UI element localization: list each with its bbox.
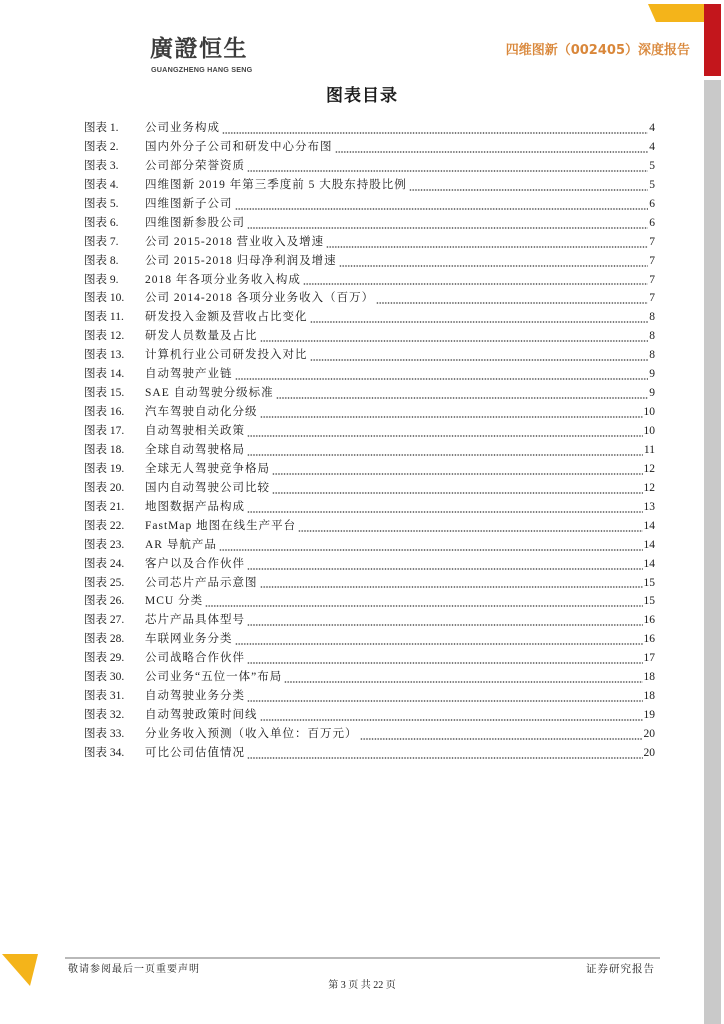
toc-entry-title: FastMap 地图在线生产平台 bbox=[145, 519, 297, 532]
toc-entry-label: 图表 5. bbox=[84, 197, 119, 210]
toc-entry[interactable] bbox=[84, 725, 655, 744]
company-logo-subtitle: GUANGZHENG HANG SENG bbox=[151, 65, 253, 74]
toc-entry[interactable] bbox=[84, 574, 655, 593]
toc-entry-page: 16 bbox=[643, 614, 655, 627]
toc-entry-title: 汽车驾驶自动化分级 bbox=[145, 406, 258, 419]
toc-entry-title: 公司芯片产品示意图 bbox=[145, 576, 258, 589]
toc-entry-title: 国内外分子公司和研发中心分布图 bbox=[145, 140, 333, 153]
toc-entry-page: 20 bbox=[643, 746, 655, 759]
toc-entry[interactable] bbox=[84, 289, 655, 308]
toc-entry-label: 图表 33. bbox=[84, 728, 125, 740]
toc-entry-label: 图表 20. bbox=[84, 481, 125, 494]
toc-dot-leader bbox=[247, 661, 643, 665]
toc-entry-label: 图表 3. bbox=[84, 159, 119, 172]
toc-entry-title: 四维图新 2019 年第三季度前 5 大股东持股比例 bbox=[145, 178, 407, 191]
toc-entry-title: 四维图新参股公司 bbox=[145, 216, 245, 229]
toc-entry-title: 全球无人驾驶竞争格局 bbox=[145, 462, 270, 475]
toc-dot-leader bbox=[219, 548, 643, 552]
toc-entry-title: 自动驾驶产业链 bbox=[145, 368, 233, 381]
toc-entry-page: 11 bbox=[643, 443, 655, 456]
toc-entry-page: 7 bbox=[649, 254, 655, 267]
toc-dot-leader bbox=[260, 718, 643, 722]
toc-dot-leader bbox=[222, 131, 648, 135]
toc-dot-leader bbox=[235, 642, 643, 646]
toc-dot-leader bbox=[247, 169, 648, 173]
toc-entry-title: 分业务收入预测（收入单位：百万元） bbox=[145, 728, 358, 740]
toc-entry-label: 图表 31. bbox=[84, 690, 125, 703]
toc-entry-page: 16 bbox=[643, 633, 655, 646]
toc-dot-leader bbox=[272, 472, 643, 476]
toc-entry[interactable] bbox=[84, 744, 655, 763]
toc-entry-title: 公司战略合作伙伴 bbox=[145, 652, 245, 665]
toc-entry[interactable] bbox=[84, 555, 655, 574]
toc-entry-page: 5 bbox=[649, 159, 655, 172]
toc-entry-label: 图表 16. bbox=[84, 406, 125, 419]
toc-entry-title: 全球自动驾驶格局 bbox=[145, 443, 245, 456]
toc-dot-leader bbox=[260, 339, 649, 343]
toc-entry-page: 15 bbox=[643, 576, 655, 589]
toc-entry-title: 自动驾驶政策时间线 bbox=[145, 709, 258, 722]
footer-disclaimer: 敬请参阅最后一页重要声明 bbox=[68, 964, 200, 975]
toc-entry-label: 图表 14. bbox=[84, 368, 125, 381]
toc-entry[interactable] bbox=[84, 706, 655, 725]
toc-entry-page: 13 bbox=[643, 500, 655, 513]
report-title: 四维图新（002405）深度报告 bbox=[505, 43, 690, 58]
toc-entry[interactable] bbox=[84, 157, 655, 176]
toc-entry[interactable] bbox=[84, 327, 655, 346]
toc-entry-label: 图表 2. bbox=[84, 140, 119, 153]
toc-entry-title: 公司业务“五位一体”布局 bbox=[145, 671, 283, 684]
toc-dot-leader bbox=[247, 623, 643, 627]
toc-entry-title: 公司业务构成 bbox=[145, 122, 220, 134]
toc-entry[interactable] bbox=[84, 176, 655, 195]
toc-entry[interactable] bbox=[84, 536, 655, 555]
toc-entry-label: 图表 25. bbox=[84, 576, 125, 589]
toc-entry-page: 7 bbox=[649, 292, 655, 305]
toc-entry-page: 9 bbox=[649, 387, 655, 400]
toc-entry-page: 7 bbox=[649, 235, 655, 248]
toc-entry[interactable] bbox=[84, 252, 655, 271]
toc-entry-page: 12 bbox=[643, 481, 655, 494]
toc-entry-page: 14 bbox=[643, 519, 655, 532]
toc-entry-page: 10 bbox=[643, 406, 655, 419]
toc-entry-page: 9 bbox=[649, 368, 655, 381]
toc-entry[interactable] bbox=[84, 384, 655, 403]
toc-entry[interactable] bbox=[84, 611, 655, 630]
toc-entry-page: 6 bbox=[649, 216, 655, 229]
toc-entry[interactable] bbox=[84, 517, 655, 536]
toc-dot-leader bbox=[205, 604, 642, 608]
toc-entry-label: 图表 9. bbox=[84, 273, 119, 286]
toc-entry-page: 10 bbox=[643, 425, 655, 437]
toc-entry-title: 公司 2015-2018 营业收入及增速 bbox=[145, 235, 325, 248]
toc-entry-title: 可比公司估值情况 bbox=[145, 746, 245, 759]
toc-entry[interactable] bbox=[84, 233, 655, 252]
toc-entry-label: 图表 13. bbox=[84, 349, 125, 362]
toc-dot-leader bbox=[360, 737, 643, 741]
toc-entry-page: 17 bbox=[643, 652, 655, 665]
toc-entry-page: 4 bbox=[649, 140, 655, 153]
toc-dot-leader bbox=[260, 585, 643, 589]
footer-page-number: 第 3 页 共 22 页 bbox=[328, 980, 396, 991]
toc-entry[interactable] bbox=[84, 649, 655, 668]
toc-entry-title: 研发人员数量及占比 bbox=[145, 330, 258, 343]
toc-list bbox=[84, 119, 655, 763]
toc-dot-leader bbox=[298, 529, 642, 533]
toc-entry-label: 图表 12. bbox=[84, 330, 125, 343]
company-logo-name: 廣證恒生 bbox=[150, 36, 248, 62]
header-accent-yellow bbox=[648, 4, 704, 22]
toc-entry[interactable] bbox=[84, 346, 655, 365]
toc-entry-title: 四维图新子公司 bbox=[145, 197, 233, 210]
toc-dot-leader bbox=[310, 358, 649, 362]
toc-entry-page: 15 bbox=[643, 595, 655, 608]
toc-entry-title: 公司部分荣誉资质 bbox=[145, 159, 245, 172]
toc-entry[interactable] bbox=[84, 365, 655, 384]
toc-entry-label: 图表 19. bbox=[84, 462, 125, 475]
toc-dot-leader bbox=[247, 226, 648, 230]
toc-entry-page: 20 bbox=[643, 728, 655, 740]
toc-entry[interactable] bbox=[84, 308, 655, 327]
toc-entry[interactable] bbox=[84, 592, 655, 611]
toc-entry-label: 图表 24. bbox=[84, 557, 125, 570]
toc-dot-leader bbox=[247, 434, 643, 438]
toc-entry[interactable] bbox=[84, 479, 655, 498]
toc-entry-page: 14 bbox=[643, 557, 655, 570]
toc-entry[interactable] bbox=[84, 214, 655, 233]
toc-entry-label: 图表 26. bbox=[84, 595, 125, 608]
toc-dot-leader bbox=[247, 510, 643, 514]
toc-entry-title: 2018 年各项分业务收入构成 bbox=[145, 273, 301, 286]
toc-entry-title: 自动驾驶相关政策 bbox=[145, 425, 245, 437]
toc-entry[interactable] bbox=[84, 271, 655, 290]
toc-entry-page: 6 bbox=[649, 197, 655, 210]
toc-heading: 图表目录 bbox=[326, 86, 398, 106]
toc-entry[interactable] bbox=[84, 687, 655, 706]
toc-entry-title: 公司 2015-2018 归母净利润及增速 bbox=[145, 254, 337, 267]
toc-entry[interactable] bbox=[84, 422, 655, 441]
toc-entry-title: 客户以及合作伙伴 bbox=[145, 557, 245, 570]
toc-entry-label: 图表 32. bbox=[84, 709, 125, 722]
toc-entry-title: 车联网业务分类 bbox=[145, 633, 233, 646]
toc-dot-leader bbox=[247, 699, 643, 703]
toc-entry-title: 自动驾驶业务分类 bbox=[145, 690, 245, 703]
toc-entry-title: 芯片产品具体型号 bbox=[145, 614, 245, 627]
toc-entry-page: 19 bbox=[643, 709, 655, 722]
toc-entry-page: 18 bbox=[643, 671, 655, 684]
toc-dot-leader bbox=[409, 188, 648, 192]
toc-entry-label: 图表 28. bbox=[84, 633, 125, 646]
toc-entry-page: 5 bbox=[649, 178, 655, 191]
toc-entry-label: 图表 8. bbox=[84, 254, 119, 267]
toc-entry-page: 18 bbox=[643, 690, 655, 703]
toc-entry-label: 图表 18. bbox=[84, 443, 125, 456]
toc-entry-title: AR 导航产品 bbox=[145, 538, 217, 551]
toc-entry-label: 图表 11. bbox=[84, 311, 124, 324]
toc-entry-title: 地图数据产品构成 bbox=[145, 500, 245, 513]
toc-entry-label: 图表 17. bbox=[84, 425, 125, 437]
toc-entry-label: 图表 7. bbox=[84, 235, 119, 248]
toc-entry-title: 国内自动驾驶公司比较 bbox=[145, 481, 270, 494]
toc-entry-label: 图表 15. bbox=[84, 387, 125, 400]
toc-dot-leader bbox=[326, 245, 648, 249]
toc-entry[interactable] bbox=[84, 498, 655, 517]
toc-entry[interactable] bbox=[84, 460, 655, 479]
toc-dot-leader bbox=[310, 320, 649, 324]
toc-dot-leader bbox=[235, 207, 649, 211]
side-bar-gray bbox=[704, 80, 721, 1024]
toc-entry-page: 8 bbox=[649, 330, 655, 343]
toc-entry-label: 图表 1. bbox=[84, 122, 119, 134]
toc-entry[interactable] bbox=[84, 403, 655, 422]
toc-entry[interactable] bbox=[84, 138, 655, 157]
toc-dot-leader bbox=[235, 377, 649, 381]
toc-entry-label: 图表 21. bbox=[84, 500, 125, 513]
toc-dot-leader bbox=[260, 415, 643, 419]
toc-entry[interactable] bbox=[84, 668, 655, 687]
toc-entry-label: 图表 22. bbox=[84, 519, 125, 532]
toc-entry-label: 图表 10. bbox=[84, 292, 125, 305]
header-accent-red bbox=[704, 4, 721, 76]
toc-dot-leader bbox=[284, 680, 642, 684]
toc-entry[interactable] bbox=[84, 195, 655, 214]
toc-entry-label: 图表 30. bbox=[84, 671, 125, 684]
toc-entry-title: 公司 2014-2018 各项分业务收入（百万） bbox=[145, 292, 375, 305]
toc-entry-page: 8 bbox=[649, 349, 655, 362]
toc-dot-leader bbox=[247, 756, 643, 760]
toc-entry-page: 12 bbox=[643, 462, 655, 475]
toc-entry-label: 图表 34. bbox=[84, 746, 125, 759]
toc-entry-label: 图表 29. bbox=[84, 652, 125, 665]
toc-entry-title: 研发投入金额及营收占比变化 bbox=[145, 311, 308, 324]
toc-dot-leader bbox=[335, 150, 649, 154]
toc-dot-leader bbox=[247, 453, 643, 457]
toc-entry[interactable] bbox=[84, 119, 655, 138]
toc-entry-title: SAE 自动驾驶分级标准 bbox=[145, 387, 274, 400]
toc-dot-leader bbox=[276, 396, 648, 400]
toc-entry-page: 4 bbox=[649, 122, 655, 134]
toc-entry[interactable] bbox=[84, 630, 655, 649]
toc-dot-leader bbox=[303, 282, 648, 286]
toc-dot-leader bbox=[272, 491, 643, 495]
toc-entry-title: MCU 分类 bbox=[145, 595, 204, 608]
toc-entry[interactable] bbox=[84, 441, 655, 460]
toc-dot-leader bbox=[247, 567, 643, 571]
toc-entry-page: 8 bbox=[649, 311, 655, 324]
toc-dot-leader bbox=[339, 264, 648, 268]
toc-entry-label: 图表 23. bbox=[84, 538, 125, 551]
toc-entry-label: 图表 27. bbox=[84, 614, 125, 627]
toc-entry-label: 图表 6. bbox=[84, 216, 119, 229]
toc-dot-leader bbox=[376, 301, 648, 305]
toc-entry-page: 7 bbox=[649, 273, 655, 286]
footer-report-type: 证券研究报告 bbox=[586, 964, 655, 975]
toc-entry-page: 14 bbox=[643, 538, 655, 551]
toc-entry-label: 图表 4. bbox=[84, 178, 119, 191]
toc-entry-title: 计算机行业公司研发投入对比 bbox=[145, 349, 308, 362]
